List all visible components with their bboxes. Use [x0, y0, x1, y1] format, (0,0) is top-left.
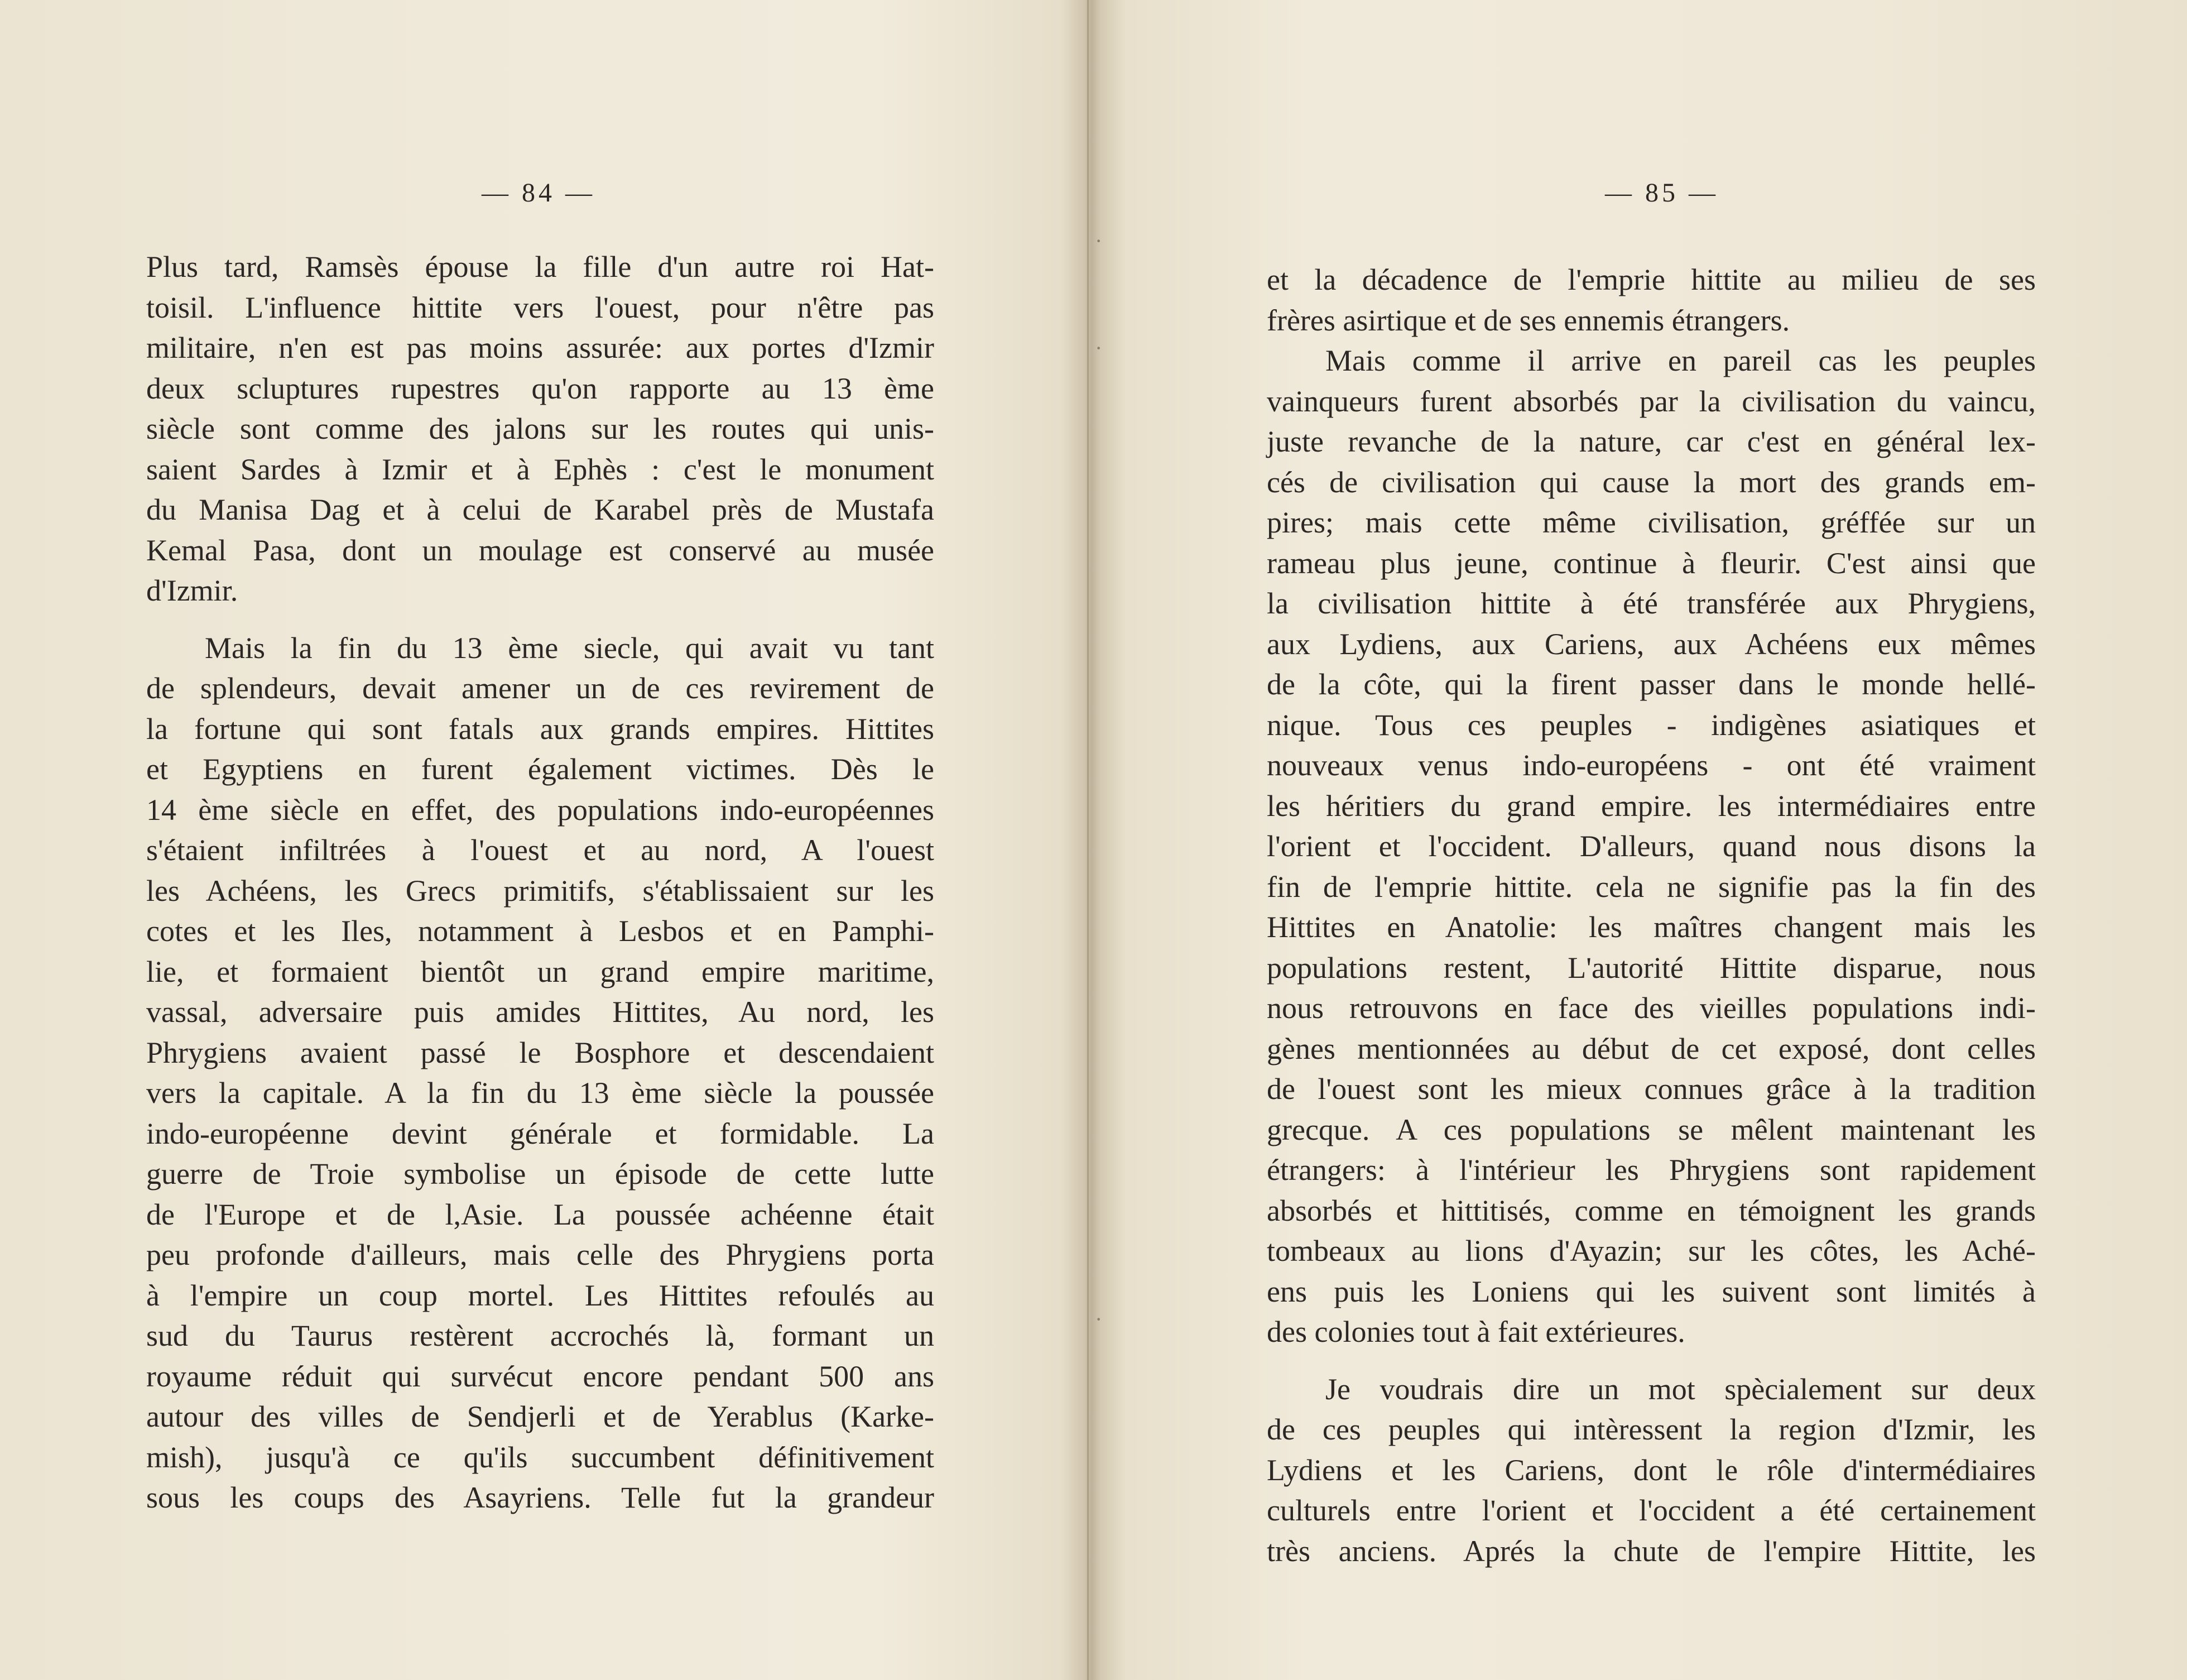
text-line: et la décadence de l'emprie hittite au milieu de ses — [1267, 263, 2036, 296]
paragraph — [1267, 340, 2036, 1352]
text-line: cotes et les Iles, notamment à Lesbos et en Pamphi- — [146, 914, 934, 948]
text-line: étrangers: à l'intérieur les Phrygiens sont rapidement — [1267, 1153, 2036, 1187]
text-line: de la côte, qui la firent passer dans le monde hellé- — [1267, 668, 2036, 701]
page-number: — 84 — — [482, 178, 595, 208]
text-line: autour des villes de Sendjerli et de Yerablus (Karke- — [146, 1400, 934, 1433]
paragraph — [1267, 260, 2036, 340]
text-line: frères asirtique et de ses ennemis étrangers. — [1267, 303, 1790, 337]
text-line: la civilisation hittite à été transférée aux Phrygiens, — [1267, 587, 2036, 620]
page-body — [146, 247, 934, 1518]
text-line: nique. Tous ces peuples - indigènes asiatiques et — [1267, 708, 2036, 742]
page-number: — 85 — — [1605, 178, 1719, 208]
text-line: s'étaient infiltrées à l'ouest et au nord, A l'ouest — [146, 833, 934, 867]
text-line: Mais comme il arrive en pareil cas les peuples — [1325, 344, 2036, 377]
text-line: d'Izmir. — [146, 574, 238, 607]
paragraph — [1267, 1369, 2036, 1572]
text-line: fin de l'emprie hittite. cela ne signifie pas la fin des — [1267, 870, 2036, 904]
text-line: Lydiens et les Cariens, dont le rôle d'intermédiaires — [1267, 1453, 2036, 1487]
text-line: tombeaux au lions d'Ayazin; sur les côtes, les Aché- — [1267, 1234, 2036, 1268]
text-line: rameau plus jeune, continue à fleurir. C'est ainsi que — [1267, 546, 2036, 580]
text-line: juste revanche de la nature, car c'est en général lex- — [1267, 425, 2036, 458]
text-line: Kemal Pasa, dont un moulage est conservé au musée — [146, 533, 934, 567]
text-line: ens puis les Loniens qui les suivent sont limités à — [1267, 1274, 2036, 1308]
text-line: Plus tard, Ramsès épouse la fille d'un autre roi Hat- — [146, 250, 934, 284]
text-line: pires; mais cette même civilisation, gréffée sur un — [1267, 506, 2036, 539]
text-line: la fortune qui sont fatals aux grands empires. Hittites — [146, 712, 934, 746]
text-line: aux Lydiens, aux Cariens, aux Achéens eux mêmes — [1267, 627, 2036, 661]
text-line: sud du Taurus restèrent accrochés là, formant un — [146, 1319, 934, 1352]
text-line: militaire, n'en est pas moins assurée: aux portes d'Izmir — [146, 331, 934, 364]
text-line: du Manisa Dag et à celui de Karabel près de Mustafa — [146, 493, 934, 526]
text-line: Je voudrais dire un mot spècialement sur deux — [1325, 1372, 2036, 1406]
text-line: l'orient et l'occident. D'alleurs, quand nous disons la — [1267, 829, 2036, 863]
paragraph — [146, 247, 934, 611]
text-line: indo-européenne devint générale et formidable. La — [146, 1116, 934, 1150]
text-line: siècle sont comme des jalons sur les routes qui unis- — [146, 412, 934, 445]
text-line: et Egyptiens en furent également victimes. Dès le — [146, 752, 934, 786]
text-line: nouveaux venus indo-européens - ont été vraiment — [1267, 748, 2036, 782]
text-line: Phrygiens avaient passé le Bosphore et descendaient — [146, 1035, 934, 1069]
text-line: absorbés et hittitisés, comme en témoignent les grands — [1267, 1193, 2036, 1227]
text-line: lie, et formaient bientôt un grand empire maritime, — [146, 954, 934, 988]
text-line: royaume réduit qui survécut encore pendant 500 ans — [146, 1359, 934, 1393]
text-line: de splendeurs, devait amener un de ces revirement de — [146, 671, 934, 705]
text-line: vers la capitale. A la fin du 13 ème siècle la poussée — [146, 1076, 934, 1110]
gutter-speck: · — [1095, 335, 1103, 361]
text-line: très anciens. Aprés la chute de l'empire Hittite, les — [1267, 1534, 2036, 1568]
text-line: vainqueurs furent absorbés par la civilisation du vaincu, — [1267, 384, 2036, 418]
text-line: les héritiers du grand empire. les intermédiaires entre — [1267, 789, 2036, 823]
paragraph-gap — [146, 611, 934, 628]
page-body — [1267, 260, 2036, 1571]
text-line: toisil. L'influence hittite vers l'ouest, pour n'être pas — [146, 290, 934, 324]
text-line: sous les coups des Asayriens. Telle fut la grandeur — [146, 1481, 934, 1514]
text-line: nous retrouvons en face des vieilles populations indi- — [1267, 991, 2036, 1025]
text-line: saient Sardes à Izmir et à Ephès : c'est le monument — [146, 452, 934, 486]
paragraph-gap — [1267, 1352, 2036, 1369]
text-line: les Achéens, les Grecs primitifs, s'établissaient sur les — [146, 873, 934, 908]
text-line: de l'Europe et de l,Asie. La poussée achéenne était — [146, 1197, 934, 1231]
text-line: populations restent, L'autorité Hittite disparue, nous — [1267, 951, 2036, 985]
gutter-speck: · — [1095, 1307, 1103, 1332]
text-line: Mais la fin du 13 ème siecle, qui avait vu tant — [205, 631, 934, 665]
right-page — [1093, 0, 2187, 1680]
text-line: gènes mentionnées au début de cet exposé, dont celles — [1267, 1031, 2036, 1065]
text-line: vassal, adversaire puis amides Hittites, Au nord, les — [146, 995, 934, 1029]
paragraph — [146, 628, 934, 1518]
left-page — [0, 0, 1088, 1680]
text-line: grecque. A ces populations se mêlent maintenant les — [1267, 1112, 2036, 1146]
text-line: peu profonde d'ailleurs, mais celle des Phrygiens porta — [146, 1238, 934, 1271]
text-line: mish), jusqu'à ce qu'ils succumbent définitivement — [146, 1440, 934, 1474]
text-line: de ces peuples qui intèressent la region d'Izmir, les — [1267, 1413, 2036, 1446]
text-line: des colonies tout à fait extérieures. — [1267, 1315, 1685, 1348]
text-line: Hittites en Anatolie: les maîtres changent mais les — [1267, 910, 2036, 944]
text-line: culturels entre l'orient et l'occident a été certainement — [1267, 1494, 2036, 1527]
gutter-speck: · — [1095, 228, 1103, 253]
text-line: cés de civilisation qui cause la mort des grands em- — [1267, 465, 2036, 499]
text-line: guerre de Troie symbolise un épisode de cette lutte — [146, 1157, 934, 1191]
text-line: 14 ème siècle en effet, des populations indo-européennes — [146, 793, 934, 827]
text-line: à l'empire un coup mortel. Les Hittites refoulés au — [146, 1278, 934, 1312]
text-line: deux scluptures rupestres qu'on rapporte au 13 ème — [146, 371, 934, 405]
text-line: de l'ouest sont les mieux connues grâce à la tradition — [1267, 1072, 2036, 1106]
